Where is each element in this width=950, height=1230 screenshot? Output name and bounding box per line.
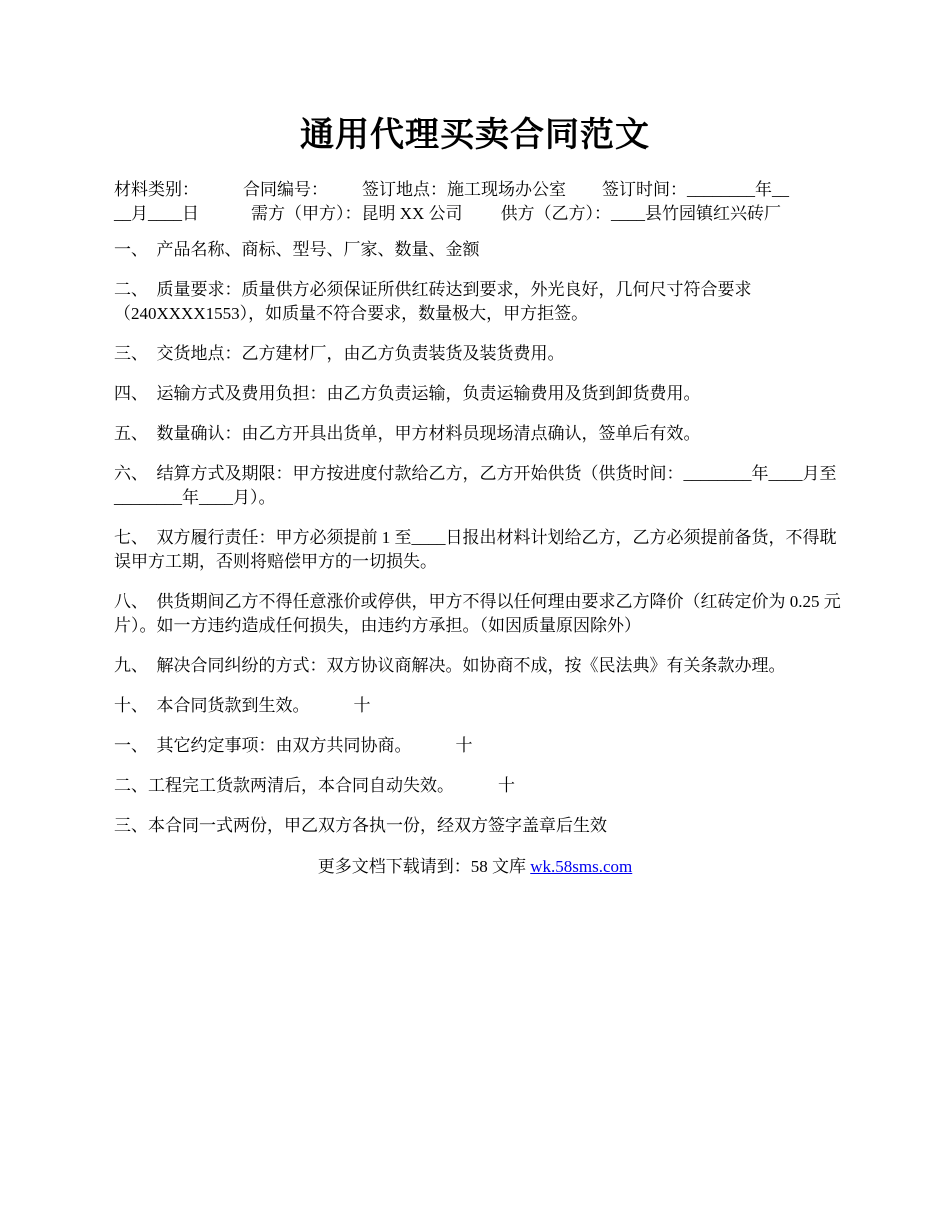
clause-text: 结算方式及期限：甲方按进度付款给乙方，乙方开始供货（供货时间：________年____月至________年____月）。 xyxy=(114,464,837,507)
clause-11 xyxy=(114,734,844,758)
clause-number: 三、 xyxy=(114,816,148,835)
material-type-label: 材料类别： xyxy=(114,180,199,199)
clause-text: 本合同一式两份，甲乙双方各执一份，经双方签字盖章后生效 xyxy=(148,816,607,835)
clause-text: 工程完工货款两清后，本合同自动失效。 xyxy=(148,776,454,795)
clause-number: 七、 xyxy=(114,528,148,547)
clause-1 xyxy=(114,238,844,262)
clause-7 xyxy=(114,526,844,574)
supplier-label: 供方（乙方）：____县竹园镇红兴砖厂 xyxy=(500,204,782,223)
clause-6 xyxy=(114,462,844,510)
clause-text: 交货地点：乙方建材厂，由乙方负责装货及装货费用。 xyxy=(156,344,565,363)
clause-trail-mark: 十 xyxy=(455,736,473,755)
clause-number: 二、 xyxy=(114,280,148,299)
clause-number: 九、 xyxy=(114,656,148,675)
sign-date-tail: __月____日 xyxy=(114,204,199,223)
clause-13 xyxy=(114,814,844,838)
clause-number: 八、 xyxy=(114,592,148,611)
buyer-label: 需方（甲方）：昆明 XX 公司 xyxy=(251,204,463,223)
clause-number: 四、 xyxy=(114,384,148,403)
clause-12 xyxy=(114,774,844,798)
clause-trail-mark: 十 xyxy=(498,776,515,795)
clause-number: 一、 xyxy=(114,736,148,755)
clause-4 xyxy=(114,382,844,406)
clause-number: 二、 xyxy=(114,776,148,795)
contract-no-label: 合同编号： xyxy=(243,180,328,199)
meta-line-2 xyxy=(114,202,844,226)
clause-number: 三、 xyxy=(114,344,148,363)
clause-10 xyxy=(114,694,844,718)
clause-text: 数量确认：由乙方开具出货单，甲方材料员现场清点确认，签单后有效。 xyxy=(156,424,701,443)
document-body xyxy=(114,178,844,854)
clause-text: 质量要求：质量供方必须保证所供红砖达到要求，外光良好，几何尺寸符合要求（240XXXX1553），如质量不符合要求，数量极大，甲方拒签。 xyxy=(114,280,752,323)
sign-place-label: 签订地点：施工现场办公室 xyxy=(362,180,566,199)
clause-2 xyxy=(114,278,844,326)
meta-line-1 xyxy=(114,178,844,202)
clause-text: 其它约定事项：由双方共同协商。 xyxy=(156,736,412,755)
clause-text: 供货期间乙方不得任意涨价或停供，甲方不得以任何理由要求乙方降价（红砖定价为 0.25 元片）。如一方违约造成任何损失，由违约方承担。（如因质量原因除外） xyxy=(114,592,841,635)
document-title: 通用代理买卖合同范文 xyxy=(300,117,650,154)
sign-time-label: 签订时间：________年__ xyxy=(602,180,789,199)
clause-8 xyxy=(114,590,844,638)
clause-trail-mark: 十 xyxy=(353,696,371,715)
clause-text: 双方履行责任：甲方必须提前 1 至____日报出材料计划给乙方，乙方必须提前备货，不得耽误甲方工期，否则将赔偿甲方的一切损失。 xyxy=(114,528,837,571)
clause-number: 一、 xyxy=(114,240,148,259)
footer-link[interactable]: wk.58sms.com xyxy=(530,857,633,876)
download-footer xyxy=(0,855,950,879)
clause-5 xyxy=(114,422,844,446)
clause-text: 产品名称、商标、型号、厂家、数量、金额 xyxy=(156,240,480,259)
clause-3 xyxy=(114,342,844,366)
clause-9 xyxy=(114,654,844,678)
footer-text: 更多文档下载请到：58 文库 xyxy=(317,857,531,876)
clause-text: 本合同货款到生效。 xyxy=(156,696,310,715)
contract-meta xyxy=(114,178,844,226)
clause-number: 五、 xyxy=(114,424,148,443)
clause-text: 运输方式及费用负担：由乙方负责运输，负责运输费用及货到卸货费用。 xyxy=(156,384,701,403)
clause-text: 解决合同纠纷的方式：双方协议商解决。如协商不成，按《民法典》有关条款办理。 xyxy=(156,656,786,675)
clause-number: 十、 xyxy=(114,696,148,715)
clause-number: 六、 xyxy=(114,464,148,483)
